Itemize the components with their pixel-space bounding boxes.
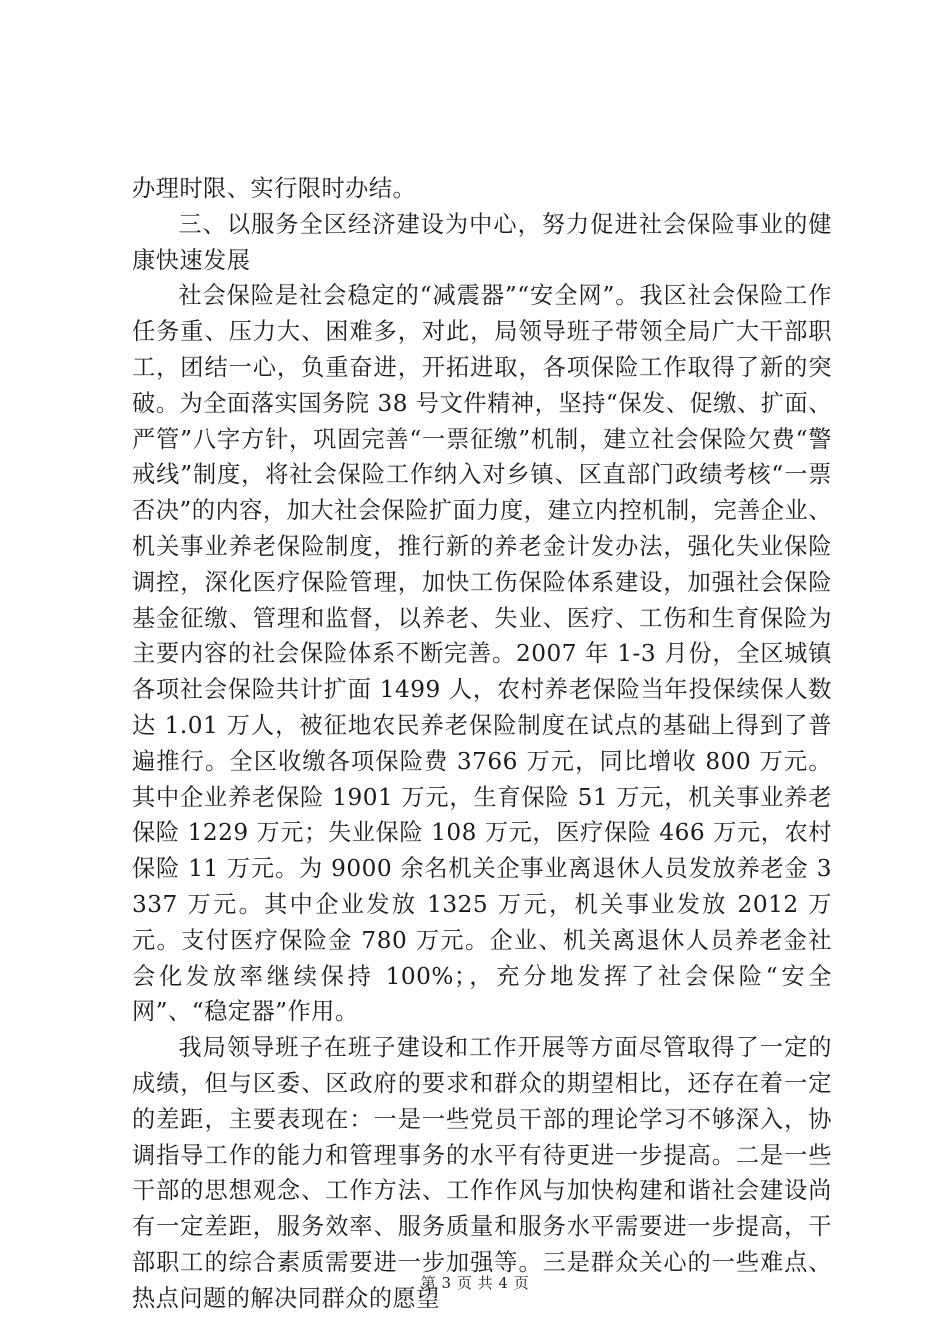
page-number-footer: 第 3 页 共 4 页 [420,1274,530,1292]
document-body [132,171,832,1317]
paragraph-1: 办理时限、实行限时办结。 [132,175,417,202]
paragraph-3: 我局领导班子在班子建设和工作开展等方面尽管取得了一定的成绩，但与区委、区政府的要求和群众的期望相比，还存在着一定的差距，主要表现在：一是一些党员干部的理论学习不够深入，协调指导工作的能力和管理事务的水平有待更进一步提高。二是一些干部的思想观念、工作方法、工作作风与加快构建和谐社会建设尚有一定差距，服务效率、服务质量和服务水平需要进一步提高，干部职工的综合素质需要进一步加强等。三是群众关心的一些难点、热点问题的解决同群众的愿望 [132,1034,832,1312]
paragraph-2: 社会保险是社会稳定的“减震器”“安全网”。我区社会保险工作任务重、压力大、困难多，对此，局领导班子带领全局广大干部职工，团结一心，负重奋进，开拓进取，各项保险工作取得了新的突破。为全面落实国务院 38 号文件精神，坚持“保发、促缴、扩面、严管”八字方针，巩固完善“一票征缴”机制，建立社会保险欠费“警戒线”制度，将社会保险工作纳入对乡镇、区直部门政绩考核“一票否决”的内容，加大社会保险扩面力度，建立内控机制，完善企业、机关事业养老保险制度，推行新的养老金计发办法，强化失业保险调控，深化医疗保险管理，加快工伤保险体系建设，加强社会保险基金征缴、管理和监督，以养老、失业、医疗、工伤和生育保险为主要内容的社会保险体系不断完善。2007 年 1-3 月份，全区城镇各项社会保险共计扩面 1499 人，农村养老保险当年投保续保人数达 1.01 万人，被征地农民养老保险制度在试点的基础上得到了普遍推行。全区收缴各项保险费 3766 万元，同比增收 800 万元。其中企业养老保险 1901 万元，生育保险 51 万元，机关事业养老保险 1229 万元；失业保险 108 万元，医疗保险 466 万元，农村保险 11 万元。为 9000 余名机关企事业离退休人员发放养老金 3337 万元。其中企业发放 1325 万元，机关事业发放 2012 万元。支付医疗保险金 780 万元。企业、机关离退休人员养老金社会化发放率继续保持 100%；，充分地发挥了社会保险“安全网”、“稳定器”作用。 [132,282,832,1026]
section-heading: 三、以服务全区经济建设为中心，努力促进社会保险事业的健康快速发展 [132,210,832,274]
